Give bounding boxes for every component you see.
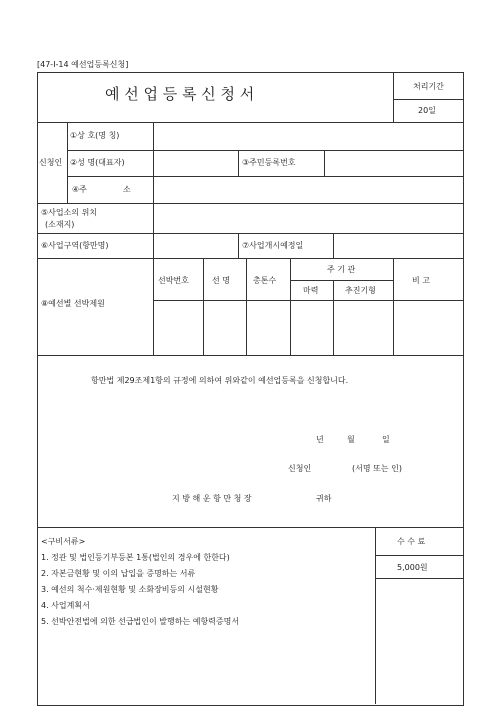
form-title: 예 선 업 등 록 신 청 서 <box>105 85 255 103</box>
applicant-sign-label: 신청인 <box>288 464 312 473</box>
date-month: 월 <box>347 435 355 444</box>
docs-title: <구비서류> <box>41 537 86 546</box>
date-year: 년 <box>316 435 324 444</box>
doc-item: 1. 정관 및 법인등기부등본 1통(법인의 경우에 한한다) <box>41 553 230 562</box>
applicant-label: 신청인 <box>39 158 63 167</box>
main-engine-header: 주 기 관 <box>327 265 356 274</box>
fee-label: 수 수 료 <box>397 537 426 546</box>
doc-item: 5. 선박안전법에 의한 선급법인이 발행하는 예항력증명서 <box>41 617 240 626</box>
address-label-1: ④주 <box>72 185 87 194</box>
name-label: ②성 명(대표자) <box>70 158 125 167</box>
ship-no-header: 선박번호 <box>158 276 189 285</box>
processing-period-value: 20일 <box>418 106 436 115</box>
date-day: 일 <box>382 435 390 444</box>
doc-item: 2. 자본금현황 및 이의 납입을 증명하는 서류 <box>41 569 196 578</box>
ship-name-header: 선 명 <box>212 276 230 285</box>
fee-value: 5,000원 <box>397 563 428 572</box>
location-label-2: (소재지) <box>45 220 75 229</box>
recipient-suffix: 귀하 <box>316 494 332 503</box>
address-label-2: 소 <box>123 185 131 194</box>
resident-no-label: ③주민등록번호 <box>242 158 296 167</box>
vessels-label: ⑧예선별 선박제원 <box>41 299 105 308</box>
recipient: 지 방 해 운 항 만 청 장 <box>172 494 252 503</box>
trade-name-label: ①상 호(명 칭) <box>70 131 120 140</box>
doc-item: 4. 사업계획서 <box>41 601 90 610</box>
doc-item: 3. 예선의 척수·제원현황 및 소화장비등의 시설현황 <box>41 585 219 594</box>
start-date-label: ⑦사업개시예정일 <box>242 241 304 250</box>
horsepower-header: 마력 <box>303 286 319 295</box>
tonnage-header: 총톤수 <box>253 276 277 285</box>
signature-note: (서명 또는 인) <box>352 464 402 473</box>
location-label-1: ⑤사업소의 위치 <box>41 208 98 217</box>
form-code: [47-Ⅰ-14 예선업등록신청] <box>37 60 129 69</box>
business-area-label: ⑥사업구역(항만명) <box>41 241 109 250</box>
processing-period-label: 처리기간 <box>413 82 444 91</box>
statement: 항만법 제29조제1항의 규정에 의하여 위와같이 예선업등록을 신청합니다. <box>91 376 349 385</box>
propulsion-header: 추진기형 <box>345 286 376 295</box>
remarks-header: 비 고 <box>412 276 430 285</box>
